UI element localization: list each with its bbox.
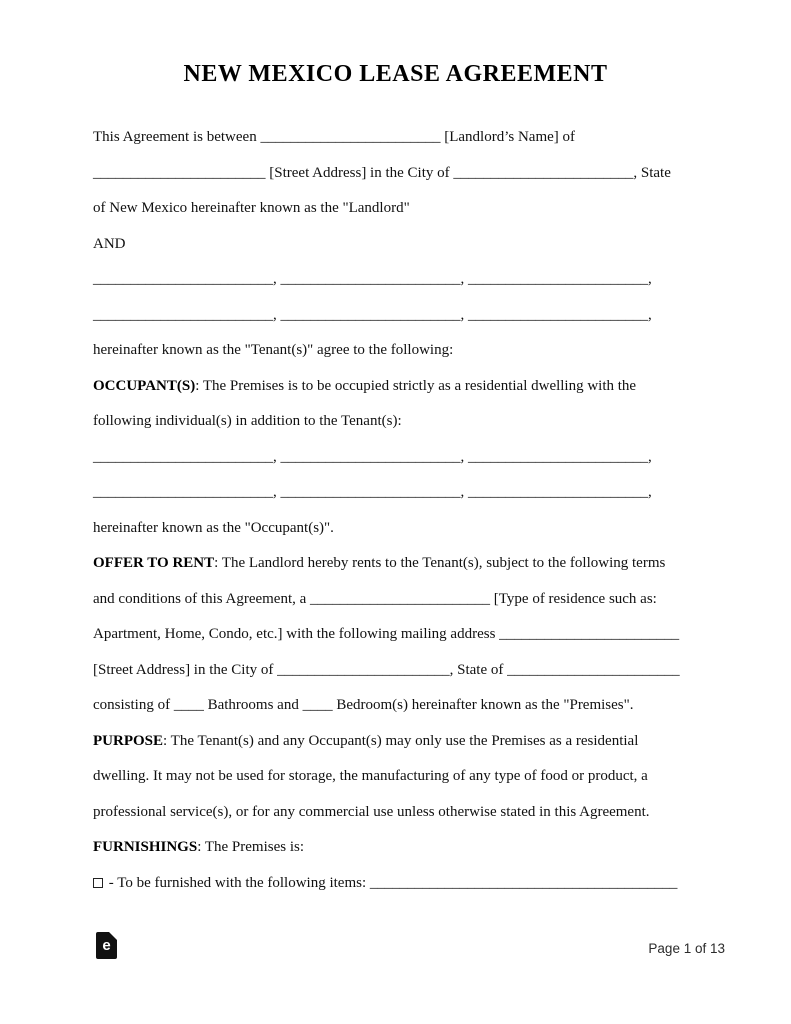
text-run: ,: [648, 306, 652, 323]
document-line: [93, 795, 733, 831]
text-run: hereinafter known as the "Occupant(s)".: [93, 519, 334, 536]
checkbox-unchecked-icon: [93, 878, 103, 888]
section-heading: PURPOSE: [93, 732, 164, 749]
text-run: of New Mexico hereinafter known as the "Landlord": [93, 200, 410, 216]
text-run: ,: [273, 306, 281, 323]
blank-field: ________________________: [310, 590, 491, 607]
blank-field: ________________________: [260, 129, 441, 145]
text-run: [Street Address] in the City of: [93, 661, 278, 678]
logo-letter: e: [102, 937, 111, 954]
blank-field: ____: [302, 697, 333, 713]
text-run: , State: [633, 164, 671, 181]
text-run: and conditions of this Agreement, a: [93, 590, 311, 607]
blank-field: ________________________: [93, 448, 273, 465]
document-line: [93, 440, 733, 476]
document-line: [93, 724, 733, 760]
text-run: : The Landlord hereby rents to the Tenant(s), subject to the following terms: [214, 555, 666, 571]
text-run: This Agreement is between: [93, 129, 261, 145]
section-heading: OFFER TO RENT: [93, 555, 215, 571]
blank-field: ________________________: [280, 306, 461, 323]
text-run: ,: [460, 448, 468, 465]
blank-field: ________________________: [468, 448, 648, 465]
document-line: [93, 511, 733, 547]
text-run: ,: [648, 484, 652, 500]
blank-field: ________________________: [468, 484, 648, 500]
document-line: [93, 617, 733, 653]
text-run: : The Tenant(s) and any Occupant(s) may only use the Premises as a residential: [163, 732, 639, 749]
text-run: ,: [460, 484, 468, 500]
document-line: [93, 546, 733, 582]
section-heading: FURNISHINGS: [93, 839, 198, 855]
blank-field: ________________________: [93, 271, 273, 287]
document-line: [93, 120, 733, 156]
blank-field: _______________________: [507, 661, 680, 678]
eforms-logo: [96, 932, 117, 959]
text-run: consisting of: [93, 697, 174, 713]
blank-field: ________________________: [93, 306, 273, 323]
blank-field: ________________________: [468, 271, 648, 287]
text-run: [Type of residence such as:: [490, 590, 657, 607]
text-run: professional service(s), or for any commercial use unless otherwise stated in this Agreement.: [93, 803, 650, 820]
text-run: [Landlord’s Name] of: [440, 129, 576, 145]
text-run: [Street Address] in the City of: [265, 164, 454, 181]
text-run: : The Premises is to be occupied strictly as a residential dwelling with the: [195, 377, 637, 394]
text-run: hereinafter known as the "Tenant(s)" agree to the following:: [93, 342, 454, 358]
text-run: ,: [648, 271, 652, 287]
document-line: [93, 475, 733, 511]
page-title: NEW MEXICO LEASE AGREEMENT: [183, 61, 608, 87]
text-run: , State of: [449, 661, 508, 678]
document-line: [93, 298, 733, 334]
document-line: [93, 688, 733, 724]
text-run: Bedroom(s) hereinafter known as the "Premises".: [332, 697, 634, 713]
document-body: [93, 120, 733, 901]
blank-field: ________________________: [468, 306, 648, 323]
text-run: ,: [460, 271, 468, 287]
text-run: ,: [273, 271, 281, 287]
text-run: following individual(s) in addition to the Tenant(s):: [93, 413, 402, 429]
document-line: [93, 191, 733, 227]
text-run: : The Premises is:: [197, 839, 304, 855]
blank-field: ________________________: [93, 484, 273, 500]
document-line: [93, 333, 733, 369]
blank-field: _______________________: [93, 164, 266, 181]
blank-field: ________________________: [499, 626, 680, 642]
section-heading: OCCUPANT(S): [93, 377, 196, 394]
blank-field: ________________________: [280, 448, 461, 465]
document-line: [93, 582, 733, 618]
blank-field: _______________________: [277, 661, 450, 678]
text-run: Apartment, Home, Condo, etc.] with the following mailing address: [93, 626, 500, 642]
document-line: [93, 653, 733, 689]
blank-field: ________________________: [280, 484, 461, 500]
text-run: ,: [273, 448, 281, 465]
blank-field: ____: [173, 697, 204, 713]
blank-field: _________________________________________: [369, 874, 678, 891]
text-run: ,: [273, 484, 281, 500]
text-run: ,: [460, 306, 468, 323]
document-line: [93, 759, 733, 795]
blank-field: ________________________: [453, 164, 634, 181]
document-line: [93, 262, 733, 298]
document-line: [93, 227, 733, 263]
text-run: ,: [648, 448, 652, 465]
document-line: [93, 156, 733, 192]
document-line: [93, 866, 733, 902]
document-line: [93, 369, 733, 405]
page-number-indicator: Page 1 of 13: [648, 941, 725, 956]
text-run: AND: [93, 235, 126, 252]
document-line: [93, 404, 733, 440]
document-line: [93, 830, 733, 866]
blank-field: ________________________: [280, 271, 461, 287]
text-run: dwelling. It may not be used for storage, the manufacturing of any type of food or product, a: [93, 768, 648, 784]
text-run: - To be furnished with the following items:: [105, 874, 370, 891]
text-run: Bathrooms and: [203, 697, 303, 713]
